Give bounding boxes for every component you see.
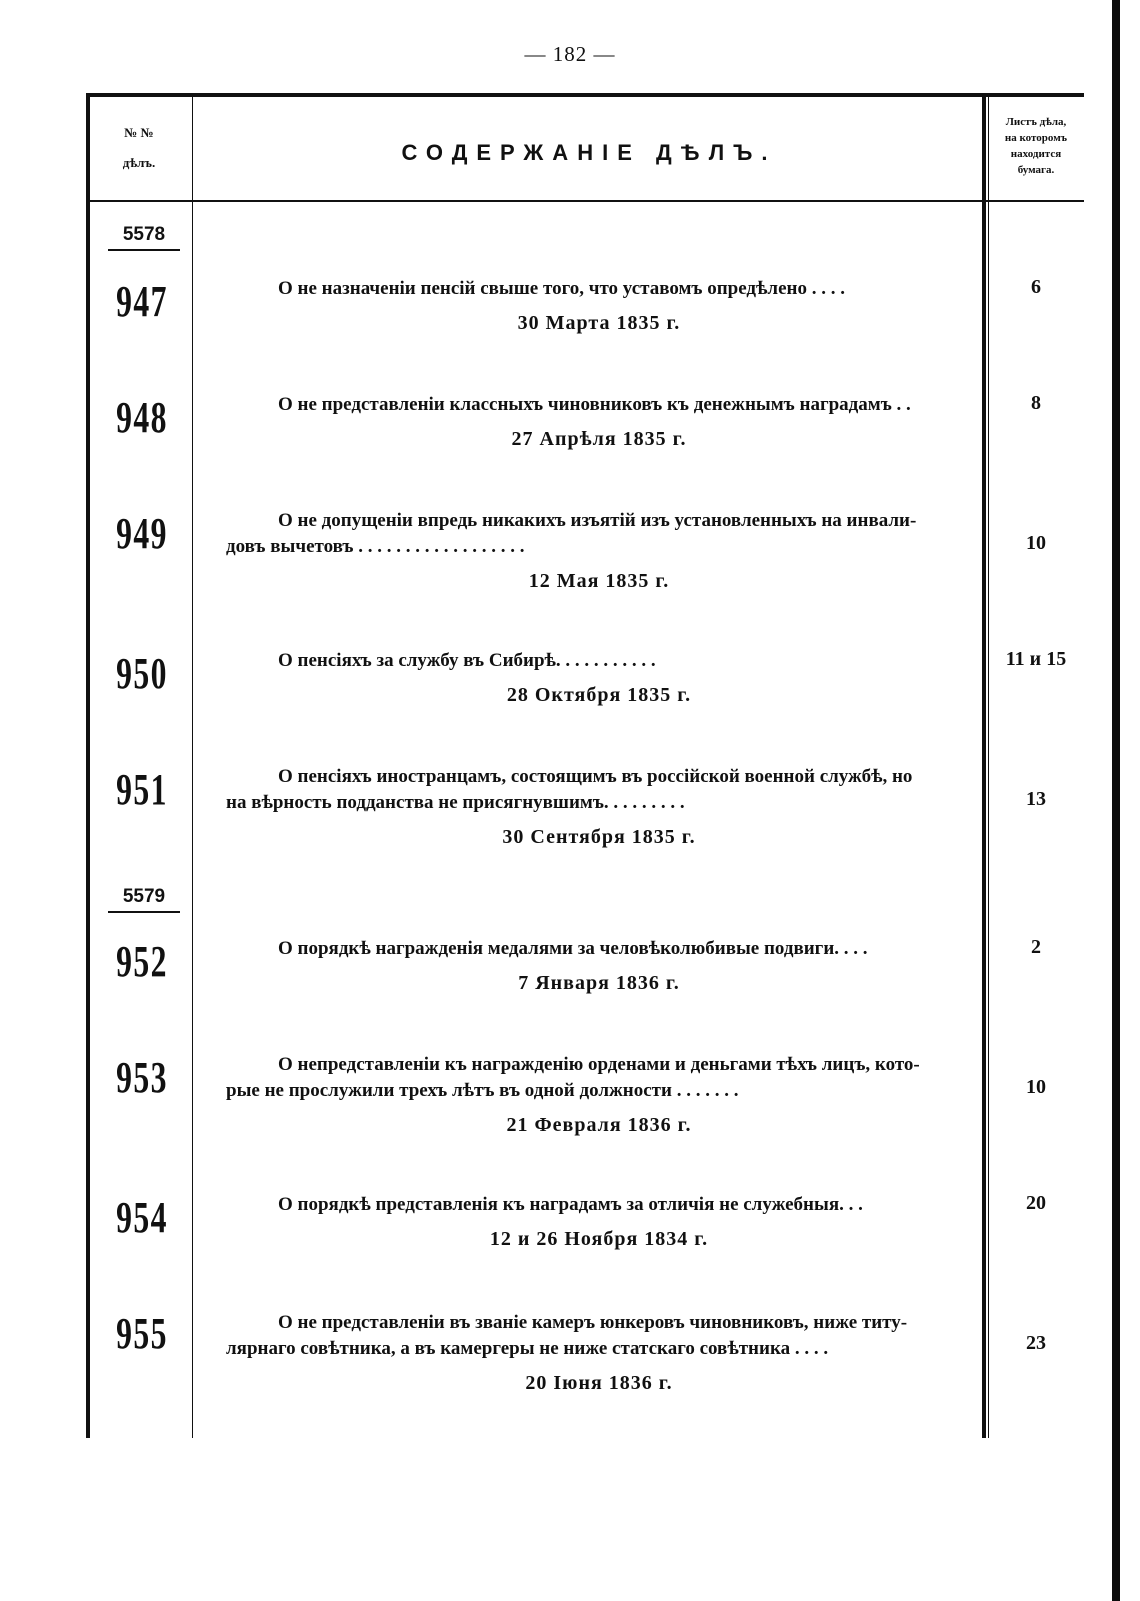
entry-date: 20 Іюня 1836 г. — [525, 1372, 673, 1394]
entry-date: 12 и 26 Ноября 1834 г. — [489, 1228, 709, 1250]
entry-text-line: О непредставленіи къ награжденію орденами и деньгами тѣхъ лицъ, кото- — [278, 1054, 920, 1075]
sheet-number: 10 — [1026, 532, 1046, 554]
entry-text-line: довъ вычетовъ . . . . . . . . . . . . . . . . . . — [226, 536, 525, 557]
case-number: 949 — [116, 509, 168, 558]
case-entry — [226, 1052, 972, 1138]
sheet-number: 10 — [1026, 1076, 1046, 1098]
entry-text-line: О пенсіяхъ иностранцамъ, состоящимъ въ россійской военной службѣ, но — [278, 766, 913, 787]
num-column-rule — [192, 93, 193, 1438]
header-sheet-line: Листъ дѣла, — [1005, 116, 1067, 128]
header-sheet-line: находится — [1010, 148, 1062, 160]
table-top-rule — [86, 93, 1084, 97]
header-title: СОДЕРЖАНІЕ ДѢЛЪ. — [401, 140, 777, 165]
case-entry — [226, 1310, 972, 1396]
box-number: 5578 — [108, 224, 180, 251]
entry-date: 28 Октября 1835 г. — [506, 684, 692, 706]
entry-text-line: лярнаго совѣтника, а въ камергеры не ниже статскаго совѣтника . . . . — [226, 1338, 829, 1359]
case-number: 951 — [116, 765, 168, 814]
case-number: 950 — [116, 649, 168, 698]
case-entry — [226, 392, 972, 452]
case-number: 954 — [116, 1193, 168, 1242]
case-number: 948 — [116, 393, 168, 442]
case-number: 953 — [116, 1053, 168, 1102]
case-entry — [226, 648, 972, 708]
page-number: — 182 — — [524, 42, 616, 66]
case-entry — [226, 764, 972, 850]
case-number: 947 — [116, 277, 168, 326]
header-bottom-rule — [86, 200, 1084, 202]
entry-text-line: О не назначеніи пенсій свыше того, что уставомъ опредѣлено . . . . — [278, 278, 845, 299]
entry-text-line: О не допущеніи впредь никакихъ изъятій изъ установленныхъ на инвали- — [278, 510, 917, 531]
entry-date: 12 Мая 1835 г. — [528, 570, 670, 592]
entry-date: 30 Сентября 1835 г. — [502, 826, 696, 848]
case-number: 955 — [116, 1309, 168, 1358]
entry-date: 21 Февраля 1836 г. — [506, 1114, 692, 1136]
header-sheet-column — [986, 114, 1086, 178]
header-number-column — [88, 118, 190, 178]
entry-date: 7 Января 1836 г. — [518, 972, 680, 994]
header-cases-label: дѣлъ. — [122, 155, 156, 170]
page-edge-shadow — [1112, 0, 1120, 1601]
entry-text-line: на вѣрность подданства не присягнувшимъ. . . . . . . . . — [226, 792, 685, 813]
box-number: 5579 — [108, 886, 180, 913]
case-entry — [226, 276, 972, 336]
entry-date: 27 Апрѣля 1835 г. — [511, 428, 687, 450]
sheet-number: 23 — [1026, 1332, 1046, 1354]
entry-date: 30 Марта 1835 г. — [517, 312, 681, 334]
entry-text-line: рые не прослужили трехъ лѣтъ въ одной должности . . . . . . . — [226, 1080, 739, 1101]
case-entry — [226, 936, 972, 996]
header-number-label: № № — [124, 125, 154, 140]
sheet-number: 20 — [1026, 1192, 1046, 1214]
entry-text-line: О не представленіи классныхъ чиновниковъ къ денежнымъ наградамъ . . — [278, 394, 911, 415]
entry-text-line: О порядкѣ представленія къ наградамъ за отличія не служебныя. . . — [278, 1194, 863, 1215]
entry-text-line: О не представленіи въ званіе камеръ юнкеровъ чиновниковъ, ниже титу- — [278, 1312, 908, 1333]
header-sheet-line: бумага. — [1017, 164, 1055, 176]
sheet-number: 11 и 15 — [1005, 648, 1067, 670]
entry-text-line: О пенсіяхъ за службу въ Сибирѣ. . . . . . . . . . . — [278, 650, 656, 671]
sheet-number: 6 — [1031, 276, 1041, 298]
case-number: 952 — [116, 937, 168, 986]
sheet-number: 2 — [1031, 936, 1041, 958]
header-sheet-line: на которомъ — [1004, 132, 1068, 144]
entry-text-line: О порядкѣ награжденія медалями за человѣколюбивые подвиги. . . . — [278, 938, 868, 959]
table-left-rule — [86, 93, 90, 1438]
sheet-number: 8 — [1031, 392, 1041, 414]
case-entry — [226, 1192, 972, 1252]
case-entry — [226, 508, 972, 594]
sheet-number: 13 — [1026, 788, 1046, 810]
